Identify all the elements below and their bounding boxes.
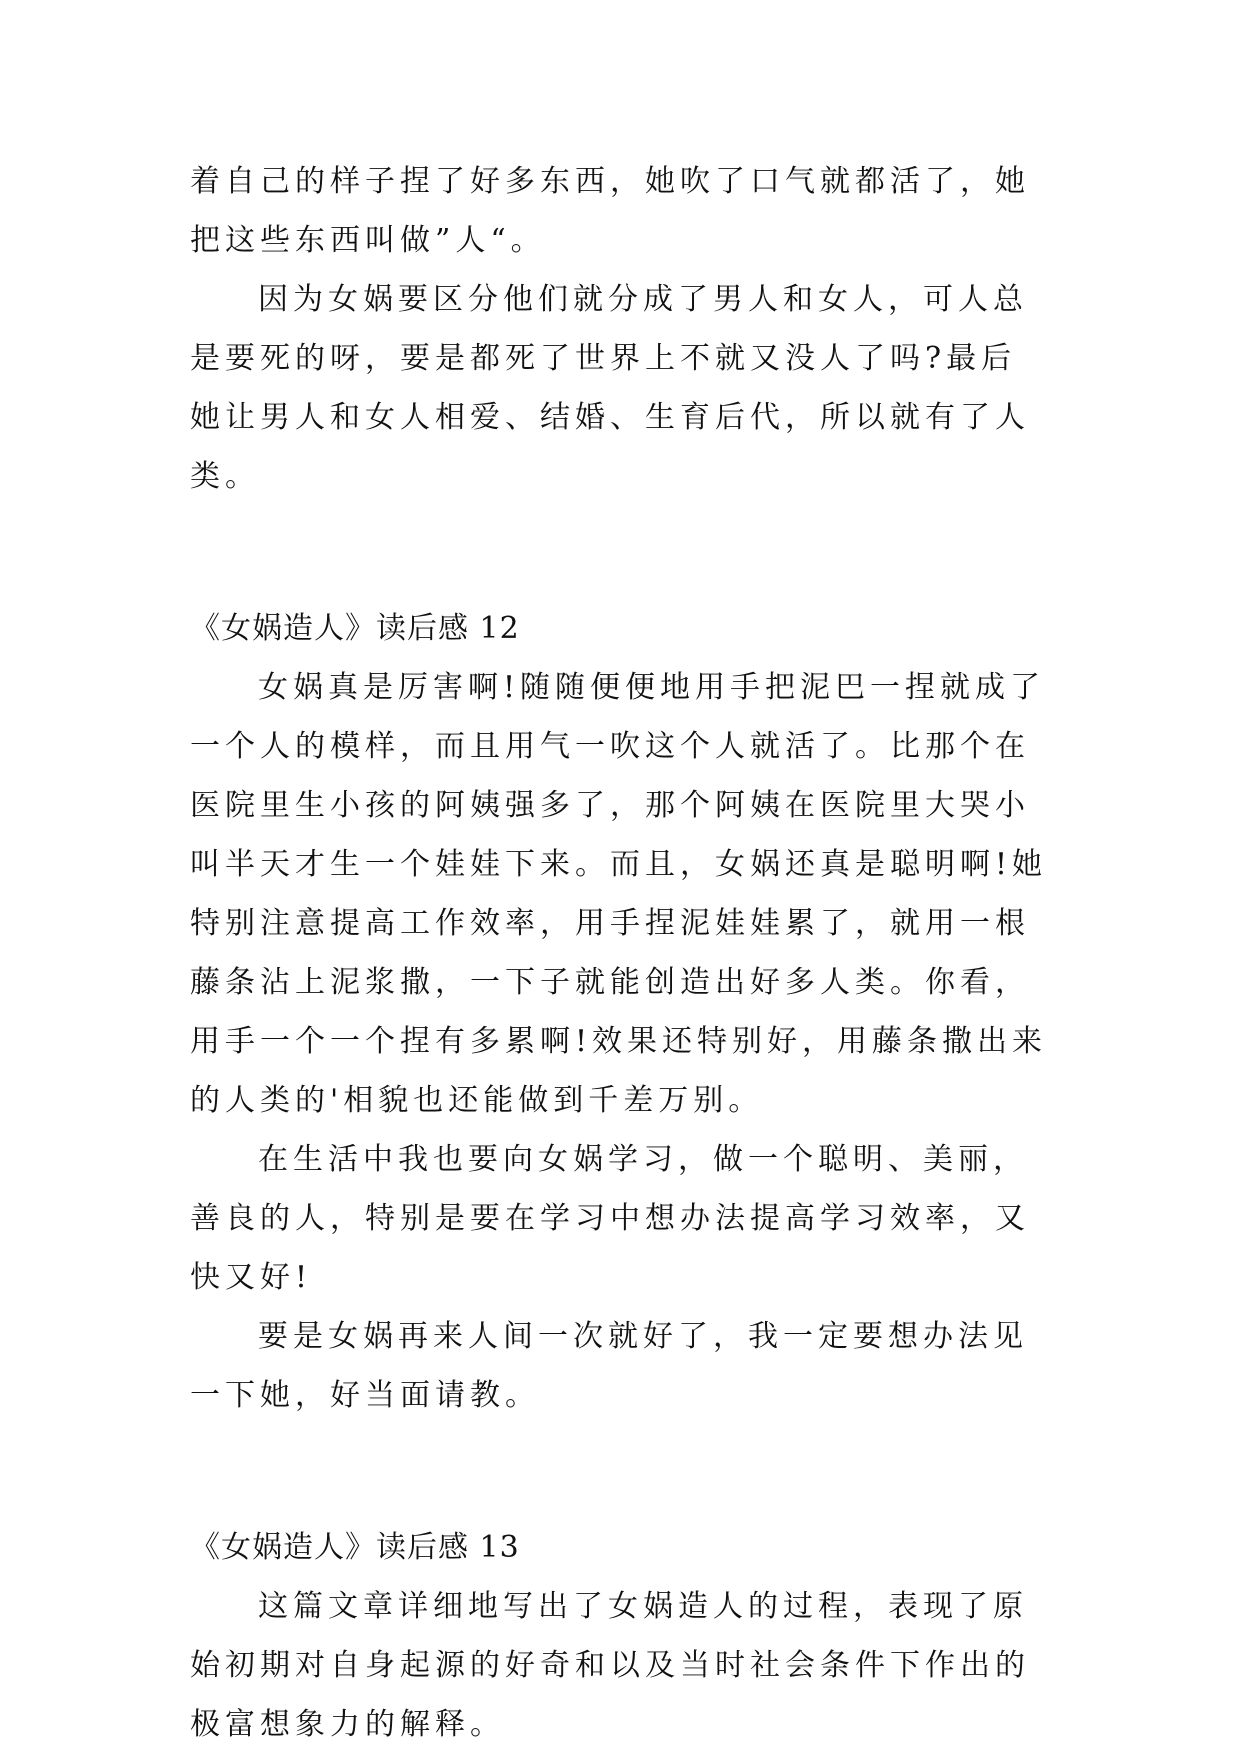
paragraph: 要是女娲再来人间一次就好了，我一定要想办法见一下她，好当面请教。 [190, 1319, 1028, 1413]
section-previous [190, 152, 1050, 506]
paragraph: 在生活中我也要向女娲学习，做一个聪明、美丽，善良的人，特别是要在学习中想办法提高学习效率，又快又好! [190, 1142, 1030, 1295]
paragraph: 女娲真是厉害啊!随随便便地用手把泥巴一捏就成了一个人的模样，而且用气一吹这个人就活了。比那个在医院里生小孩的阿姨强多了，那个阿姨在医院里大哭小叫半天才生一个娃娃下来。而且，女娲还真是聪明啊!她特别注意提高工作效率，用手捏泥娃娃累了，就用一根藤条沾上泥浆撒，一下子就能创造出好多人类。你看，用手一个一个捏有多累啊!效果还特别好，用藤条撒出来的人类的'相貌也还能做到千差万别。 [190, 670, 1048, 1118]
paragraph: 因为女娲要区分他们就分成了男人和女人，可人总是要死的呀，要是都死了世界上不就又没人了吗?最后她让男人和女人相爱、结婚、生育后代，所以就有了人类。 [190, 282, 1030, 494]
section-13 [190, 1518, 1050, 1754]
paragraph-continued: 着自己的样子捏了好多东西，她吹了口气就都活了，她把这些东西叫做”人“。 [190, 164, 1030, 258]
section-heading: 《女娲造人》读后感 12 [190, 611, 520, 646]
section-gap [190, 1425, 1050, 1518]
section-12 [190, 599, 1050, 1425]
document-page [190, 152, 1050, 1754]
paragraph: 这篇文章详细地写出了女娲造人的过程，表现了原始初期对自身起源的好奇和以及当时社会条件下作出的极富想象力的解释。 [190, 1589, 1030, 1742]
section-heading: 《女娲造人》读后感 13 [190, 1530, 520, 1565]
section-gap [190, 506, 1050, 599]
